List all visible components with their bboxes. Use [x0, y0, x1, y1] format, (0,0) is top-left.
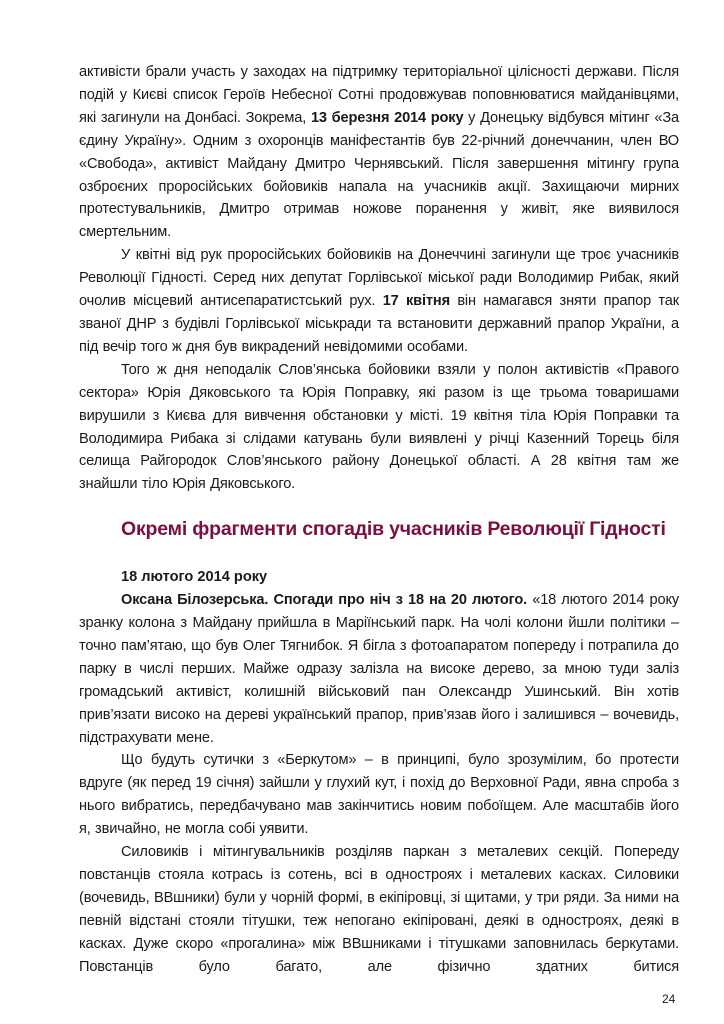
text-run: Силовиків і мітингувальників розділяв паркан з металевих секцій. Попереду повстанців стояла котрась із сотень, всі в одностроях і металевих касках. Силовики (вочевидь, ВВшники) були у чорній формі, в екіпіровці, зі щитами, у три ряди. За ними на певній відстані стояли тітушки, теж непогано екіпіровані, деякі в одностроях, деякі в касках. Дуже скоро «прогалина» між ВВшниками і тітушками заповнилась беркутами. Повстанців було багато, але фізично здатних битися — [79, 844, 679, 975]
date-subheading: 18 лютого 2014 року — [121, 569, 268, 586]
paragraph — [79, 61, 679, 244]
text-run: Що будуть сутички з «Беркутом» – в принципі, було зрозумілим, бо протести вдруге (як перед 19 січня) зайшли у глухий кут, і похід до Верховної Ради, явна спроба з нього вибратись, передбачувано мав закінчитись новим побоїщем. Але масштабів його я, звичайно, не могла собі уявити. — [79, 752, 679, 838]
document-page — [79, 61, 679, 979]
paragraph — [79, 749, 679, 841]
paragraph — [79, 359, 679, 496]
body-text-top — [79, 61, 679, 496]
text-run: У квітні від рук проросійських бойовиків на Донеччині загинули ще троє учасників Революції Гідності. Серед них депутат Горлівської міської ради Володимир Рибак, який очолив місцевий антисепаратистський рух. — [79, 247, 679, 310]
paragraph — [79, 244, 679, 359]
text-run: активісти брали участь у заходах на підтримку територіальної цілісності держави. Після подій у Києві список Героїв Небесної Сотні продовжував поповнюватися майданівцями, які загинули на Донбасі. Зокрема, — [79, 64, 679, 126]
section-heading: Окремі фрагменти спогадів учасників Революції Гідності — [121, 518, 666, 541]
bold-text-run: Оксана Білозерська. Спогади про ніч з 18 на 20 лютого. — [121, 592, 528, 609]
paragraph — [79, 589, 679, 749]
text-run: він намагався зняти прапор так званої ДНР з будівлі Горлівської міськради та встановити державний прапор України, а під вечір того ж дня був викрадений невідомими особами. — [79, 293, 679, 355]
text-run: Того ж дня неподалік Слов’янська бойовики взяли у полон активістів «Правого сектора» Юрія Дяковського та Юрія Поправку, які разом із ще трьома товаришами вирушили з Києва для вивчення обстановки у місті. 19 квітня тіла Юрія Поправки та Володимира Рибака зі слідами катувань були виявлені у річці Казенний Торець біля селища Райгородок Слов’янського району Донецької області. А 28 квітня там же знайшли тіло Юрія Дяковського. — [79, 361, 679, 493]
bold-text-run: 13 березня 2014 року — [310, 109, 464, 126]
page-number: 24 — [662, 992, 676, 1006]
paragraph — [79, 841, 679, 978]
body-text-bottom — [79, 589, 679, 978]
bold-text-run: 17 квітня — [382, 293, 450, 310]
text-run: «18 лютого 2014 року зранку колона з Майдану прийшла в Маріїнський парк. На чолі колони йшли політики – точно пам’ятаю, що був Олег Тягнибок. Я бігла з фотоапаратом попереду і потрапила до парку в числі перших. Майже одразу залізла на високе дерево, за мною туди заліз громадський активіст, колишній військовий пан Олександр Ушинський. Він хотів прив’язати високо на дереві український прапор, прив’язав його і залишився – вочевидь, підстрахувати мене. — [79, 592, 680, 746]
text-run: у Донецьку відбувся мітинг «За єдину Україну». Одним з охоронців маніфестантів був 22-річний донеччанин, член ВО «Свобода», активіст Майдану Дмитро Чернявський. Після завершення мітингу група озброєних проросійських бойовиків напала на учасників акції. Захищаючи мирних протестувальників, Дмитро отримав ножове поранення у живіт, яке виявилося смертельним. — [79, 109, 679, 241]
